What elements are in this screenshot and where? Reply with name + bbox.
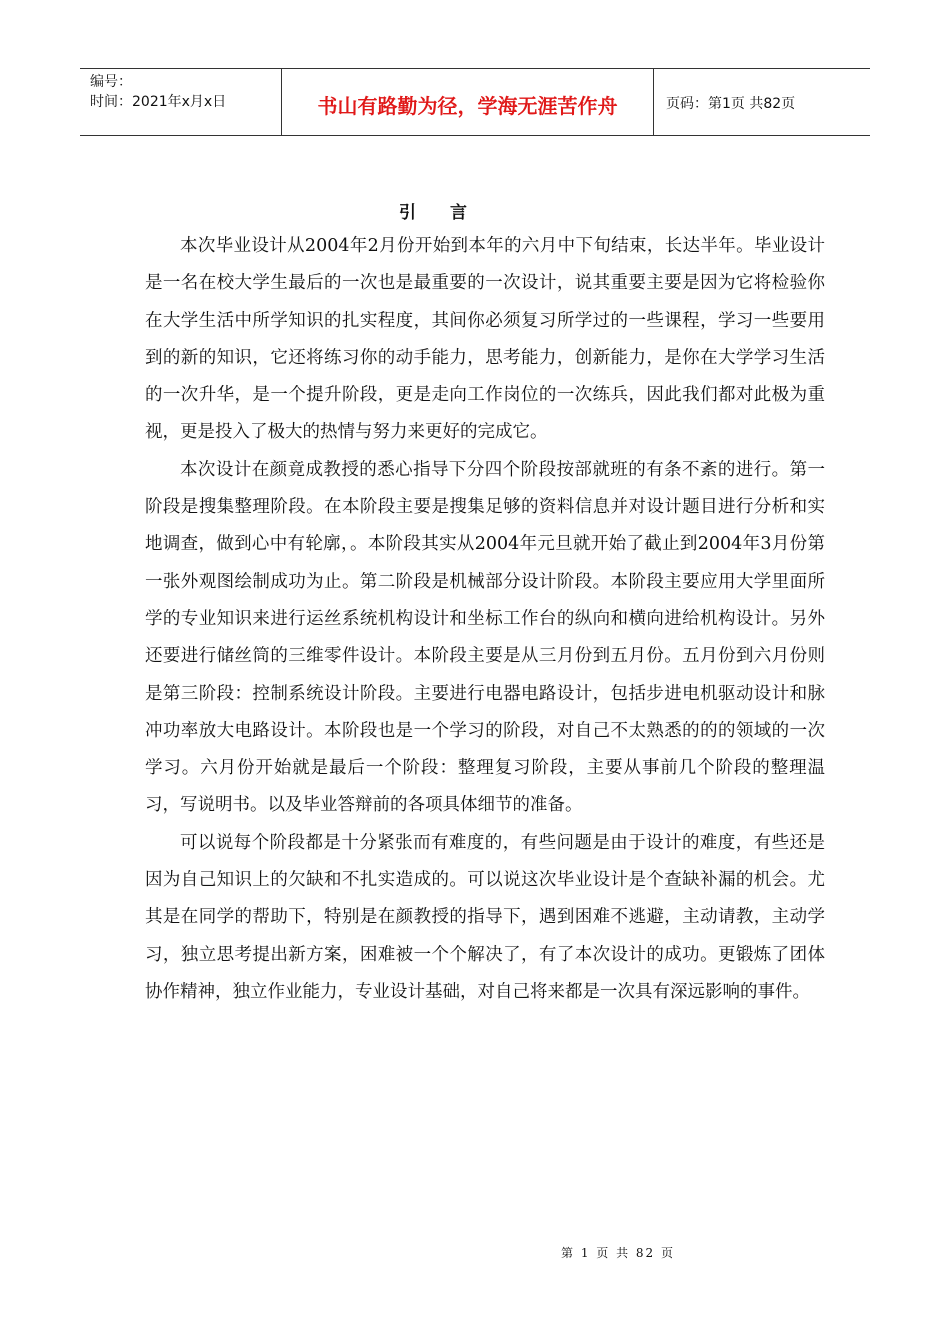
paragraph: 本次毕业设计从2004年2月份开始到本年的六月中下旬结束，长达半年。毕业设计是一名在校大学生最后的一次也是最重要的一次设计，说其重要主要是因为它将检验你在大学生活中所学知识的扎实程度，其间你必须复习所学过的一些课程，学习一些要用到的新的知识，它还将练习你的动手能力，思考能力，创新能力，是你在大学学习生活的一次升华，是一个提升阶段，更是走向工作岗位的一次练兵，因此我们都对此极为重视，更是投入了极大的热情与努力来更好的完成它。: [145, 236, 825, 443]
header-motto: 书山有路勤为径，学海无涯苦作舟: [282, 69, 654, 135]
paragraph: 可以说每个阶段都是十分紧张而有难度的，有些问题是由于设计的难度，有些还是因为自己知识上的欠缺和不扎实造成的。可以说这次毕业设计是个查缺补漏的机会。尤其是在同学的帮助下，特别是在颜教授的指导下，遇到困难不逃避，主动请教，主动学习，独立思考提出新方案，困难被一个个解决了，有了本次设计的成功。更锻炼了团体协作精神，独立作业能力，专业设计基础，对自己将来都是一次具有深远影响的事件。: [145, 832, 825, 1002]
document-title: 引 言: [399, 203, 481, 223]
page-footer: 第 1 页 共 82 页: [561, 1246, 675, 1260]
document-body: [145, 228, 825, 1011]
document-number-label: 编号：: [90, 74, 132, 90]
header-meta: [80, 69, 282, 135]
header-page-info: 页码：第1页 共82页: [666, 96, 796, 112]
page-header: [80, 68, 870, 136]
document-date: 时间：2021年x月x日: [90, 94, 227, 110]
paragraph: 本次设计在颜竟成教授的悉心指导下分四个阶段按部就班的有条不紊的进行。第一阶段是搜集整理阶段。在本阶段主要是搜集足够的资料信息并对设计题目进行分析和实地调查，做到心中有轮廓，。本阶段其实从2004年元旦就开始了截止到2004年3月份第一张外观图绘制成功为止。第二阶段是机械部分设计阶段。本阶段主要应用大学里面所学的专业知识来进行运丝系统机构设计和坐标工作台的纵向和横向进给机构设计。另外还要进行储丝筒的三维零件设计。本阶段主要是从三月份到五月份。五月份到六月份则是第三阶段：控制系统设计阶段。主要进行电器电路设计，包括步进电机驱动设计和脉冲功率放大电路设计。本阶段也是一个学习的阶段，对自己不太熟悉的的的领域的一次学习。六月份开始就是最后一个阶段：整理复习阶段，主要从事前几个阶段的整理温习，写说明书。以及毕业答辩前的各项具体细节的准备。: [145, 459, 825, 816]
